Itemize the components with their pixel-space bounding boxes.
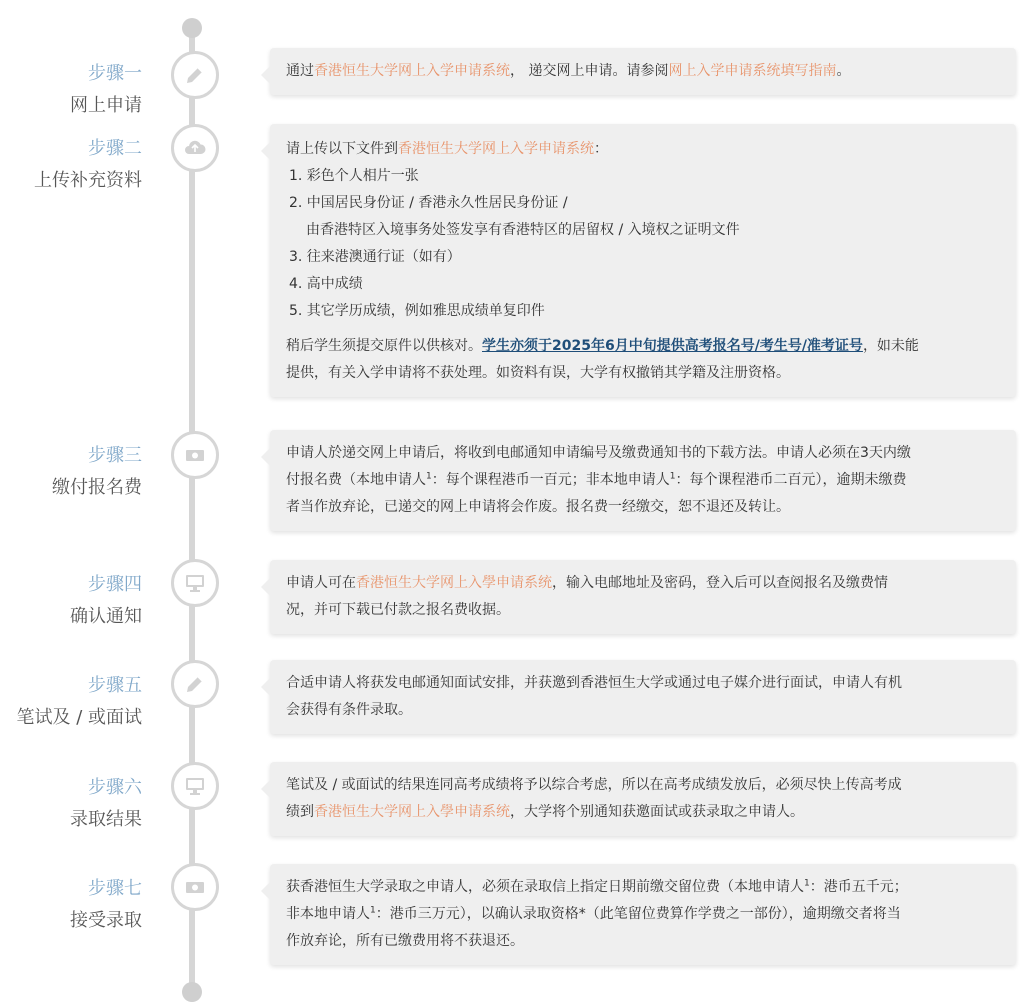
application-system-link[interactable]: 香港恒生大学网上入学申请系统 xyxy=(314,63,510,79)
step-title: 录取结果 xyxy=(70,809,142,830)
text: ：每个课程港币二百元），逾期未缴费 xyxy=(675,472,907,488)
step-7-label xyxy=(70,873,142,937)
step-title: 确认通知 xyxy=(70,606,142,627)
footnote-mark: 1 xyxy=(370,905,376,916)
text: ：每个课程港币一百元；非本地申请人 xyxy=(431,472,670,488)
text: ：港币三万元），以确认录取资格*（此笔留位费算作学费之一部份），逾期缴交者将当 xyxy=(375,906,901,922)
list-item: 5. 其它学历成绩，例如雅思成绩单复印件 xyxy=(289,303,545,319)
timeline-end-dot xyxy=(182,982,202,1002)
text: 通过 xyxy=(286,63,314,79)
step-1-label xyxy=(70,58,142,122)
monitor-icon xyxy=(171,762,219,810)
guide-link[interactable]: 网上入学申请系统填写指南 xyxy=(668,63,837,79)
text: ，如未能 xyxy=(862,338,919,354)
text: 提供，有关入学申请将不获处理。如资料有误，大学有权撤销其学籍及注册资格。 xyxy=(286,365,790,381)
step-5-card xyxy=(270,660,1016,734)
step-title: 上传补充资料 xyxy=(34,170,142,191)
step-number: 步骤三 xyxy=(88,445,142,466)
list-item: 2. 中国居民身份证 / 香港永久性居民身份证 / xyxy=(289,195,568,211)
step-title: 缴付报名费 xyxy=(52,477,142,498)
text: ： xyxy=(594,141,608,157)
step-2-label xyxy=(34,133,142,197)
pencil-icon xyxy=(171,51,219,99)
application-system-link[interactable]: 香港恒生大学网上入学申请系统 xyxy=(398,141,594,157)
step-3-card xyxy=(270,430,1016,531)
text: 请上传以下文件到 xyxy=(286,141,398,157)
step-number: 步骤五 xyxy=(88,675,142,696)
step-title: 网上申请 xyxy=(70,95,142,116)
list-item-continued: 由香港特区入境事务处签发享有香港特区的居留权 / 入境权之证明文件 xyxy=(306,222,740,238)
step-6-card xyxy=(270,762,1016,836)
step-number: 步骤六 xyxy=(88,777,142,798)
text: 绩到 xyxy=(286,804,314,820)
deadline-emphasis: 学生亦须于2025年6月中旬提供高考报名号/考生号/准考证号 xyxy=(482,338,863,354)
step-title: 接受录取 xyxy=(70,910,142,931)
text: 申请人可在 xyxy=(286,575,356,591)
text: 获香港恒生大学录取之申请人，必须在录取信上指定日期前缴交留位费（本地申请人 xyxy=(286,879,804,895)
footnote-mark: 1 xyxy=(426,471,432,482)
list-item: 3. 往来港澳通行证（如有） xyxy=(289,249,461,265)
monitor-icon xyxy=(171,559,219,607)
timeline-start-dot xyxy=(182,18,202,38)
application-system-link[interactable]: 香港恒生大学网上入學申请系统 xyxy=(356,575,552,591)
step-number: 步骤二 xyxy=(88,138,142,159)
step-number: 步骤一 xyxy=(88,63,142,84)
step-6-label xyxy=(70,772,142,836)
step-title: 笔试及 / 或面试 xyxy=(16,707,142,728)
money-icon xyxy=(171,863,219,911)
cloud-upload-icon xyxy=(171,124,219,172)
text: 付报名费（本地申请人 xyxy=(286,472,426,488)
text: 稍后学生须提交原件以供核对。 xyxy=(286,338,482,354)
step-7-card xyxy=(270,864,1016,965)
text: 笔试及 / 或面试的结果连同高考成绩将予以综合考虑，所以在高考成绩发放后，必须尽快上传高考成 xyxy=(286,777,902,793)
step-5-label xyxy=(16,670,142,734)
list-item: 4. 高中成绩 xyxy=(289,276,363,292)
text: 申请人於递交网上申请后，将收到电邮通知申请编号及缴费通知书的下载方法。申请人必须在3天内缴 xyxy=(286,445,911,461)
timeline-line xyxy=(189,28,195,996)
application-system-link[interactable]: 香港恒生大学网上入學申请系统 xyxy=(314,804,510,820)
list-item: 1. 彩色个人相片一张 xyxy=(289,168,419,184)
text: ，输入电邮地址及密码，登入后可以查阅报名及缴费情 xyxy=(552,575,888,591)
step-4-label xyxy=(70,569,142,633)
footnote-mark: 1 xyxy=(669,471,676,482)
money-icon xyxy=(171,431,219,479)
step-3-label xyxy=(52,440,142,504)
text: 作放弃论，所有已缴费用将不获退还。 xyxy=(286,933,524,949)
text: 会获得有条件录取。 xyxy=(286,702,412,718)
text: 非本地申请人 xyxy=(286,906,370,922)
text: 况，并可下载已付款之报名费收据。 xyxy=(286,602,510,618)
text: ，大学将个别通知获邀面试或获录取之申请人。 xyxy=(510,804,804,820)
footnote-mark: 1 xyxy=(804,878,810,889)
step-number: 步骤七 xyxy=(88,878,142,899)
step-number: 步骤四 xyxy=(88,574,142,595)
step-4-card xyxy=(270,560,1016,634)
text: 合适申请人将获发电邮通知面试安排，并获邀到香港恒生大学或通过电子媒介进行面试，申请人有机 xyxy=(286,675,902,691)
step-2-card xyxy=(270,124,1016,397)
text: ， 递交网上申请。请参阅 xyxy=(510,63,669,79)
text: 。 xyxy=(836,63,851,79)
pencil-icon xyxy=(171,660,219,708)
text: ：港币五千元； xyxy=(809,879,908,895)
step-1-card xyxy=(270,48,1016,95)
text: 者当作放弃论，已递交的网上申请将会作废。报名费一经缴交，恕不退还及转让。 xyxy=(286,499,790,515)
